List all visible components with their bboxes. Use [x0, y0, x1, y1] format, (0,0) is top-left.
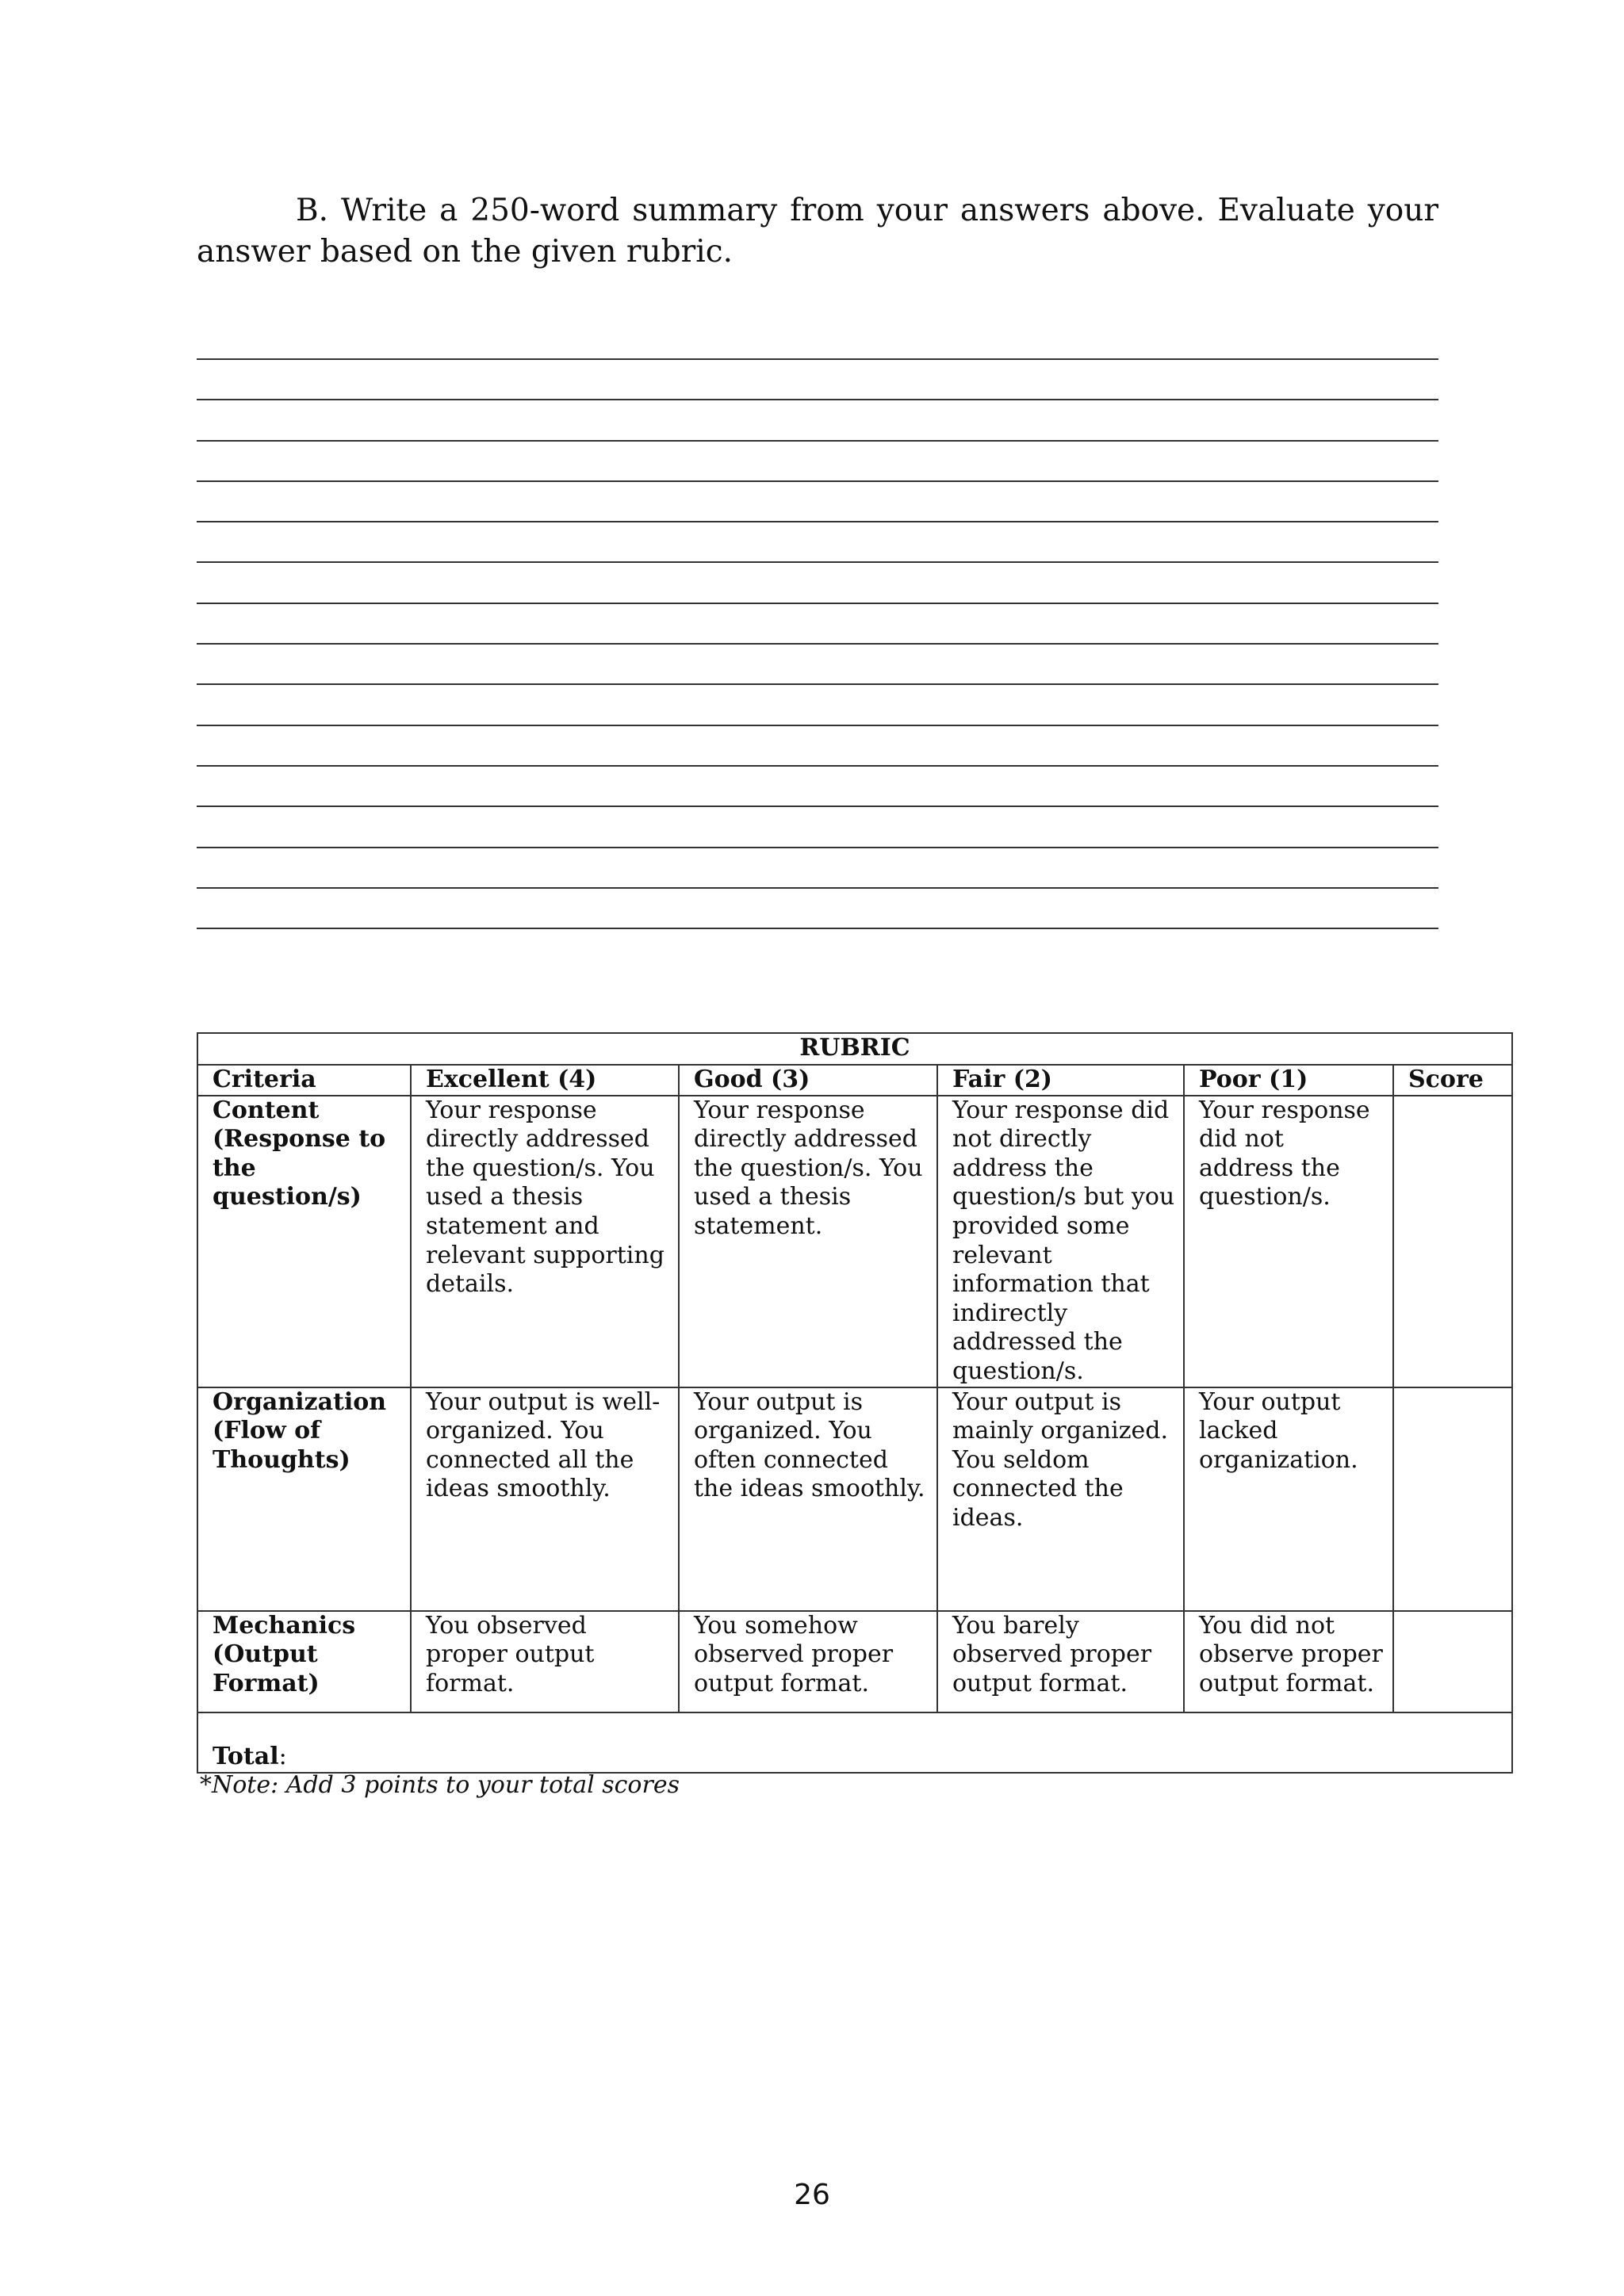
writing-line[interactable]: [197, 726, 1438, 767]
writing-line[interactable]: [197, 848, 1438, 889]
writing-line[interactable]: [197, 604, 1438, 645]
rubric-title: RUBRIC: [197, 1033, 1512, 1065]
rubric-row-content: [197, 1096, 1512, 1387]
rubric-row-mechanics: [197, 1611, 1512, 1712]
mechanics-poor: You did not observe proper output format.: [1184, 1611, 1393, 1712]
criteria-organization: Organization (Flow of Thoughts): [197, 1387, 411, 1611]
criteria-mechanics: Mechanics (Output Format): [197, 1611, 411, 1712]
mechanics-good: You somehow observed proper output format.: [679, 1611, 937, 1712]
rubric-title-row: [197, 1033, 1512, 1065]
writing-line[interactable]: [197, 360, 1438, 400]
content-fair: Your response did not directly address the question/s but you provided some relevant information that indirectly addressed the question/s.: [937, 1096, 1184, 1387]
rubric-row-organization: [197, 1387, 1512, 1611]
header-fair: Fair (2): [937, 1065, 1184, 1096]
content-poor: Your response did not address the question/s.: [1184, 1096, 1393, 1387]
writing-line[interactable]: [197, 482, 1438, 522]
mechanics-excellent: You observed proper output format.: [411, 1611, 679, 1712]
header-criteria: Criteria: [197, 1065, 411, 1096]
rubric-table: [197, 1032, 1513, 1774]
writing-line[interactable]: [197, 767, 1438, 807]
total-cell[interactable]: [197, 1712, 1512, 1773]
rubric-total-row: [197, 1712, 1512, 1773]
writing-line[interactable]: [197, 522, 1438, 563]
organization-good: Your output is organized. You often connected the ideas smoothly.: [679, 1387, 937, 1611]
writing-line[interactable]: [197, 685, 1438, 725]
rubric-note: *Note: Add 3 points to your total scores: [200, 1771, 680, 1799]
total-colon: :: [278, 1743, 287, 1770]
writing-line[interactable]: [197, 645, 1438, 685]
criteria-content: Content (Response to the question/s): [197, 1096, 411, 1387]
organization-score-cell[interactable]: [1393, 1387, 1512, 1611]
total-label: Total: [213, 1743, 279, 1770]
page-number: 26: [794, 2179, 830, 2211]
header-score: Score: [1393, 1065, 1512, 1096]
instruction-text: B. Write a 250-word summary from your answers above. Evaluate your answer based on the given rubric.: [197, 193, 1438, 270]
organization-excellent: Your output is well-organized. You connected all the ideas smoothly.: [411, 1387, 679, 1611]
header-good: Good (3): [679, 1065, 937, 1096]
content-score-cell[interactable]: [1393, 1096, 1512, 1387]
header-excellent: Excellent (4): [411, 1065, 679, 1096]
organization-fair: Your output is mainly organized. You seldom connected the ideas.: [937, 1387, 1184, 1611]
rubric-header-row: [197, 1065, 1512, 1096]
writing-line[interactable]: [197, 807, 1438, 848]
content-good: Your response directly addressed the question/s. You used a thesis statement.: [679, 1096, 937, 1387]
answer-writing-lines[interactable]: [197, 358, 1438, 929]
header-poor: Poor (1): [1184, 1065, 1393, 1096]
mechanics-fair: You barely observed proper output format.: [937, 1611, 1184, 1712]
organization-poor: Your output lacked organization.: [1184, 1387, 1393, 1611]
content-excellent: Your response directly addressed the question/s. You used a thesis statement and relevant supporting details.: [411, 1096, 679, 1387]
writing-line[interactable]: [197, 889, 1438, 929]
writing-line[interactable]: [197, 400, 1438, 441]
writing-line[interactable]: [197, 442, 1438, 482]
writing-line[interactable]: [197, 563, 1438, 603]
mechanics-score-cell[interactable]: [1393, 1611, 1512, 1712]
